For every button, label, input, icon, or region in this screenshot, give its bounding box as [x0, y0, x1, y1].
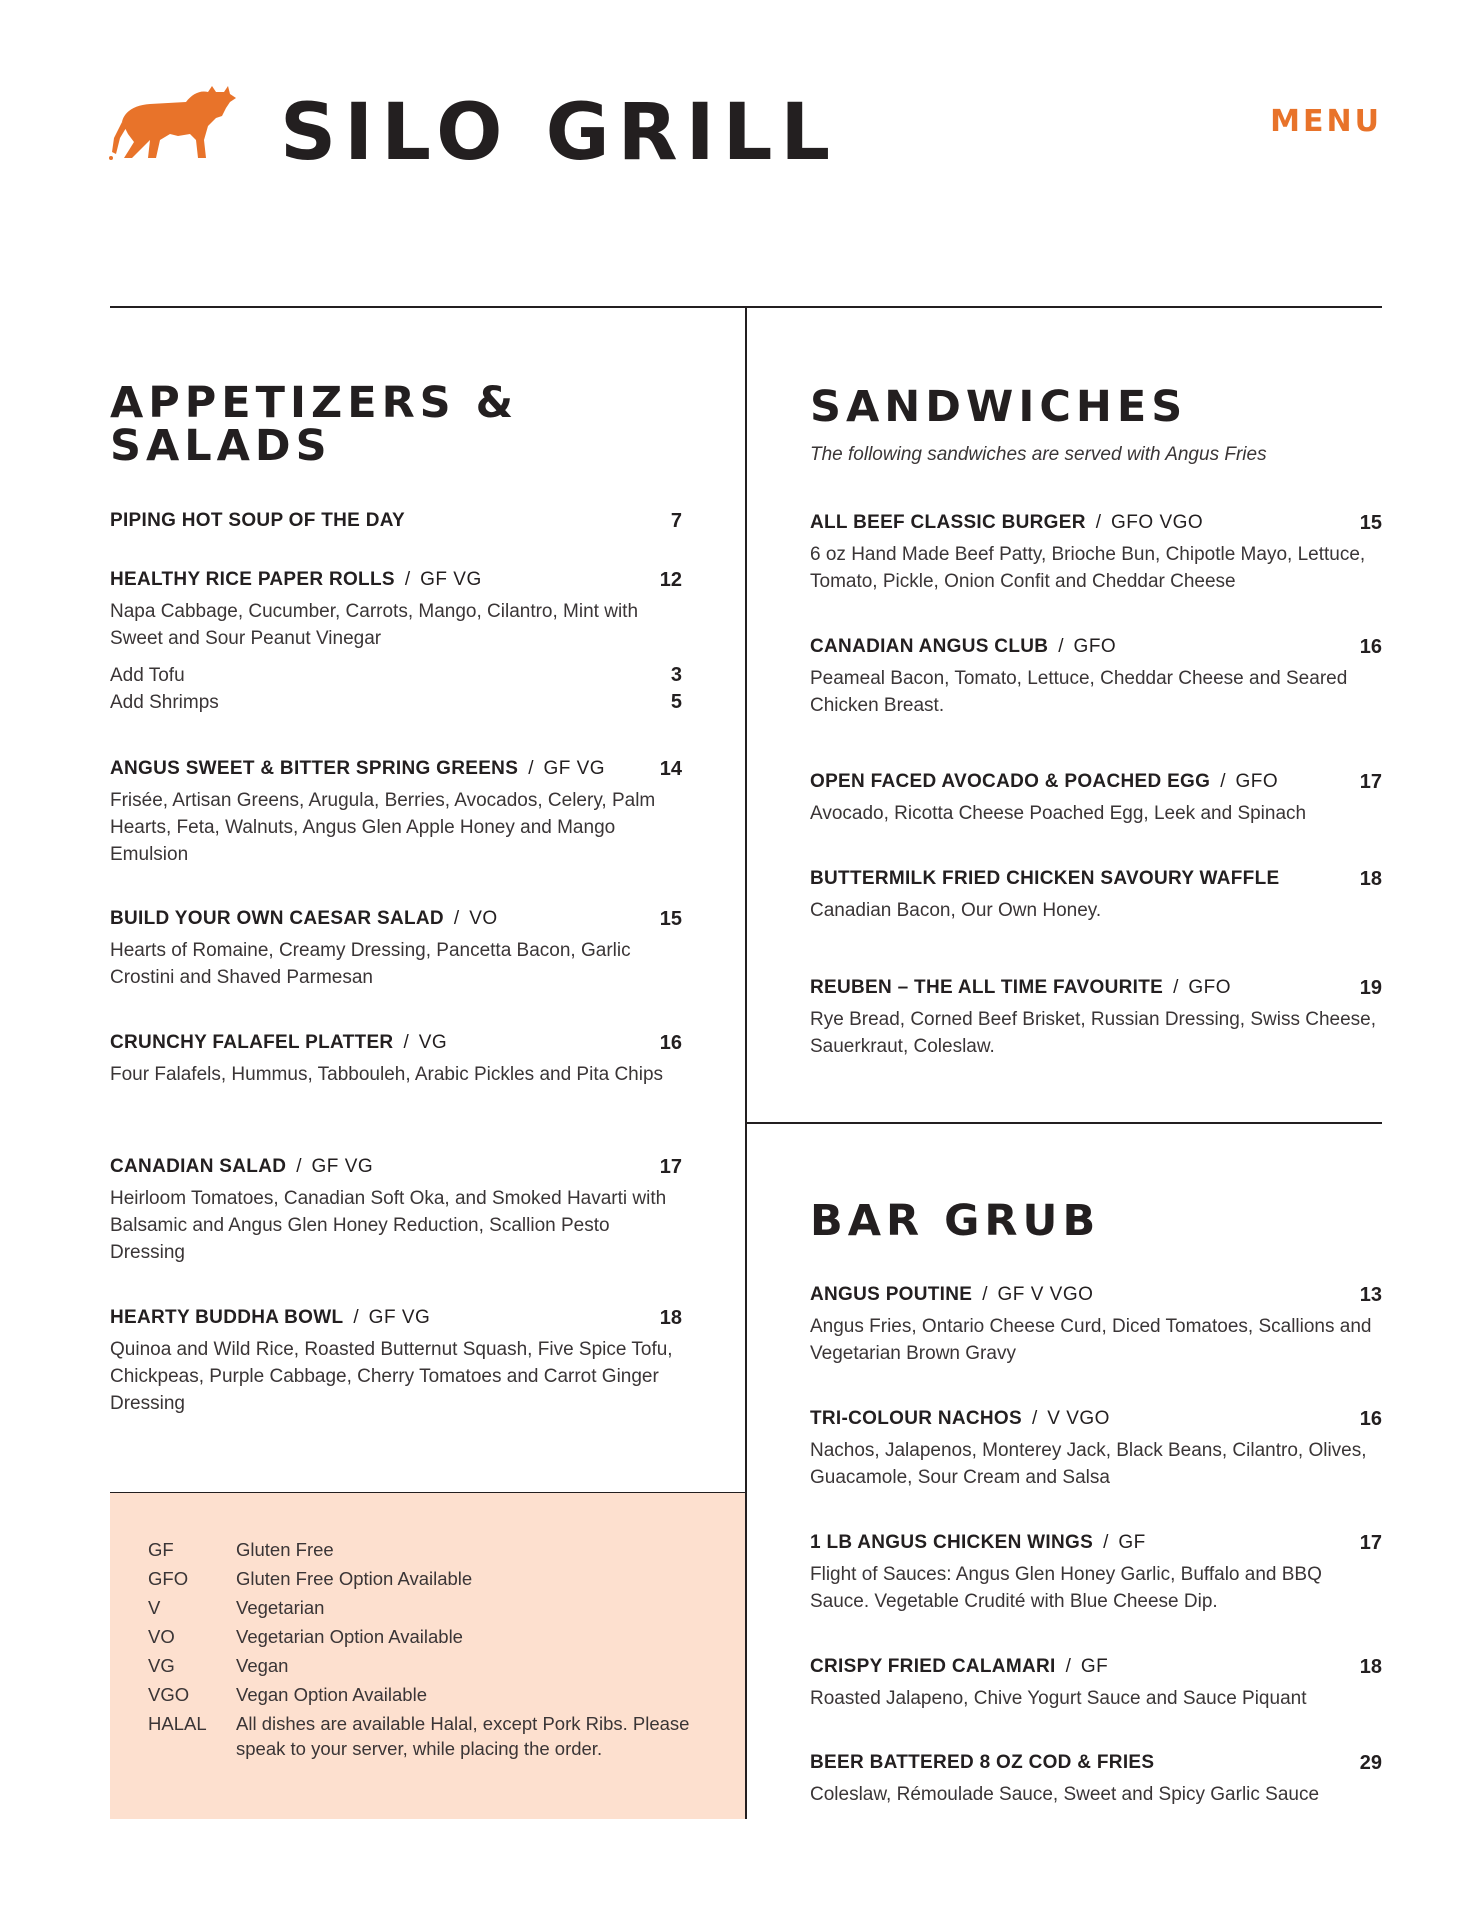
- legend-text: Vegan Option Available: [236, 1684, 427, 1705]
- item-price: 17: [1359, 1532, 1382, 1554]
- item-price: 15: [1359, 512, 1382, 534]
- menu-item: REUBEN – THE ALL TIME FAVOURITE / GFO 19 Rye Bread, Corned Beef Brisket, Russian Dressing, Swiss Cheese, Sauerkraut, Coleslaw.: [810, 975, 1382, 1060]
- item-name: HEARTY BUDDHA BOWL: [110, 1307, 344, 1328]
- item-tags: GF VG: [543, 758, 606, 779]
- legend-row: [148, 1653, 716, 1678]
- menu-item: ANGUS SWEET & BITTER SPRING GREENS / GF VG 14 Frisée, Artisan Greens, Arugula, Berries, Avocados, Celery, Palm Hearts, Feta, Walnuts, Angus Glen Apple Honey and Mango Emulsion: [110, 756, 682, 868]
- menu-item: ANGUS POUTINE / GF V VGO 13 Angus Fries, Ontario Cheese Curd, Diced Tomatoes, Scallions and Vegetarian Brown Gravy: [810, 1282, 1382, 1367]
- menu-item: 1 LB ANGUS CHICKEN WINGS / GF 17 Flight of Sauces: Angus Glen Honey Garlic, Buffalo and BBQ Sauce. Vegetable Crudité with Blue Cheese Dip.: [810, 1530, 1382, 1615]
- item-tags: GFO: [1235, 771, 1279, 792]
- legend-row: [148, 1682, 716, 1707]
- menu-item: HEALTHY RICE PAPER ROLLS / GF VG 12 Napa Cabbage, Cucumber, Carrots, Mango, Cilantro, Mint with Sweet and Sour Peanut Vinegar Add Tofu 3 Add Shrimps 5: [110, 567, 682, 716]
- item-description: Roasted Jalapeno, Chive Yogurt Sauce and Sauce Piquant: [810, 1688, 1307, 1709]
- item-tags: VO: [469, 908, 498, 929]
- item-name: BEER BATTERED 8 OZ COD & FRIES: [810, 1752, 1155, 1773]
- item-description: Angus Fries, Ontario Cheese Curd, Diced Tomatoes, Scallions and Vegetarian Brown Gravy: [810, 1316, 1372, 1364]
- menu-label: MENU: [1270, 104, 1382, 139]
- item-tags: GF: [1118, 1532, 1146, 1553]
- item-name: ALL BEEF CLASSIC BURGER: [810, 512, 1086, 533]
- item-price: 17: [659, 1156, 682, 1178]
- item-tags: GF VG: [368, 1307, 431, 1328]
- item-price: 18: [1359, 868, 1382, 890]
- item-name: ANGUS POUTINE: [810, 1284, 973, 1305]
- item-description: Avocado, Ricotta Cheese Poached Egg, Leek and Spinach: [810, 803, 1307, 824]
- legend-row: [148, 1566, 716, 1591]
- item-price: 17: [1359, 771, 1382, 793]
- item-name: PIPING HOT SOUP OF THE DAY: [110, 510, 405, 531]
- legend-text: Gluten Free Option Available: [236, 1568, 473, 1589]
- item-description: Hearts of Romaine, Creamy Dressing, Pancetta Bacon, Garlic Crostini and Shaved Parmesan: [110, 940, 631, 988]
- menu-item: [810, 1750, 1382, 1808]
- item-name: CRUNCHY FALAFEL PLATTER: [110, 1032, 394, 1053]
- item-name: CRISPY FRIED CALAMARI: [810, 1656, 1056, 1677]
- divider-vertical: [745, 306, 747, 1819]
- menu-item: ALL BEEF CLASSIC BURGER / GFO VGO 15 6 oz Hand Made Beef Patty, Brioche Bun, Chipotle Mayo, Lettuce, Tomato, Pickle, Onion Confit and Cheddar Cheese: [810, 510, 1382, 595]
- item-name: CANADIAN SALAD: [110, 1156, 287, 1177]
- addon-price: 3: [670, 664, 682, 686]
- sandwiches-subtitle: The following sandwiches are served with Angus Fries: [810, 444, 1267, 465]
- item-name: CANADIAN ANGUS CLUB: [810, 636, 1049, 657]
- legend-code: VGO: [148, 1684, 190, 1705]
- legend-row: [148, 1624, 716, 1649]
- menu-item: CRISPY FRIED CALAMARI / GF 18 Roasted Jalapeno, Chive Yogurt Sauce and Sauce Piquant: [810, 1654, 1382, 1712]
- bull-icon: [108, 78, 243, 163]
- addon-row: [110, 689, 682, 716]
- legend-row: [148, 1711, 716, 1761]
- item-name: 1 LB ANGUS CHICKEN WINGS: [810, 1532, 1094, 1553]
- item-tags: V VGO: [1047, 1408, 1110, 1429]
- item-price: 15: [659, 908, 682, 930]
- item-price: 7: [670, 510, 682, 532]
- legend-text: Vegan: [236, 1655, 289, 1676]
- item-tags: GF V VGO: [997, 1284, 1094, 1305]
- item-name: REUBEN – THE ALL TIME FAVOURITE: [810, 977, 1164, 998]
- item-name: OPEN FACED AVOCADO & POACHED EGG: [810, 771, 1211, 792]
- item-price: 16: [659, 1032, 682, 1054]
- item-description: Canadian Bacon, Our Own Honey.: [810, 900, 1102, 921]
- addon-label: Add Shrimps: [110, 692, 219, 713]
- item-description: Four Falafels, Hummus, Tabbouleh, Arabic Pickles and Pita Chips: [110, 1064, 664, 1085]
- legend-code: V: [148, 1597, 161, 1618]
- section-title-sandwiches: SANDWICHES: [810, 382, 1188, 432]
- legend-row: [148, 1537, 716, 1562]
- item-price: 18: [659, 1307, 682, 1329]
- addon-price: 5: [670, 691, 682, 713]
- menu-item: [810, 866, 1382, 924]
- brand-name: SILO GRILL: [280, 88, 839, 178]
- menu-item: CANADIAN SALAD / GF VG 17 Heirloom Tomatoes, Canadian Soft Oka, and Smoked Havarti with Balsamic and Angus Glen Honey Reduction, Scallion Pesto Dressing: [110, 1154, 682, 1266]
- addon-row: [110, 662, 682, 689]
- item-description: Quinoa and Wild Rice, Roasted Butternut Squash, Five Spice Tofu, Chickpeas, Purple Cabbage, Cherry Tomatoes and Carrot Ginger Dressing: [110, 1339, 673, 1414]
- legend-code: GF: [148, 1539, 174, 1560]
- item-price: 29: [1359, 1752, 1382, 1774]
- item-name: ANGUS SWEET & BITTER SPRING GREENS: [110, 758, 519, 779]
- legend-row: [148, 1595, 716, 1620]
- legend-text: Vegetarian: [236, 1597, 325, 1618]
- legend-code: VG: [148, 1655, 175, 1676]
- menu-item: CANADIAN ANGUS CLUB / GFO 16 Peameal Bacon, Tomato, Lettuce, Cheddar Cheese and Seared Chicken Breast.: [810, 634, 1382, 719]
- item-price: 16: [1359, 1408, 1382, 1430]
- addon-label: Add Tofu: [110, 665, 185, 686]
- dietary-legend: [110, 1493, 745, 1819]
- item-tags: GFO: [1073, 636, 1117, 657]
- legend-text: Gluten Free: [236, 1539, 334, 1560]
- item-description: Coleslaw, Rémoulade Sauce, Sweet and Spicy Garlic Sauce: [810, 1784, 1320, 1805]
- section-title-bar-grub: BAR GRUB: [810, 1196, 1101, 1246]
- menu-item: BUILD YOUR OWN CAESAR SALAD / VO 15 Hearts of Romaine, Creamy Dressing, Pancetta Bacon, Garlic Crostini and Shaved Parmesan: [110, 906, 682, 991]
- item-price: 13: [1359, 1284, 1382, 1306]
- item-price: 16: [1359, 636, 1382, 658]
- menu-item: HEARTY BUDDHA BOWL / GF VG 18 Quinoa and Wild Rice, Roasted Butternut Squash, Five Spice Tofu, Chickpeas, Purple Cabbage, Cherry Tomatoes and Carrot Ginger Dressing: [110, 1305, 682, 1417]
- legend-code: GFO: [148, 1568, 189, 1589]
- item-description: 6 oz Hand Made Beef Patty, Brioche Bun, Chipotle Mayo, Lettuce, Tomato, Pickle, Onion Confit and Cheddar Cheese: [810, 544, 1366, 592]
- item-description: Rye Bread, Corned Beef Brisket, Russian Dressing, Swiss Cheese, Sauerkraut, Coleslaw.: [810, 1009, 1377, 1057]
- item-price: 19: [1359, 977, 1382, 999]
- item-name: BUTTERMILK FRIED CHICKEN SAVOURY WAFFLE: [810, 868, 1280, 889]
- item-tags: GF: [1080, 1656, 1109, 1677]
- item-price: 14: [659, 758, 682, 780]
- menu-item: TRI-COLOUR NACHOS / V VGO 16 Nachos, Jalapenos, Monterey Jack, Black Beans, Cilantro, Olives, Guacamole, Sour Cream and Salsa: [810, 1406, 1382, 1491]
- item-name: HEALTHY RICE PAPER ROLLS: [110, 569, 395, 590]
- item-description: Heirloom Tomatoes, Canadian Soft Oka, and Smoked Havarti with Balsamic and Angus Glen Honey Reduction, Scallion Pesto Dressing: [110, 1188, 667, 1263]
- item-tags: GF VG: [311, 1156, 374, 1177]
- menu-item: OPEN FACED AVOCADO & POACHED EGG / GFO 17 Avocado, Ricotta Cheese Poached Egg, Leek and Spinach: [810, 769, 1382, 827]
- item-description: Frisée, Artisan Greens, Arugula, Berries, Avocados, Celery, Palm Hearts, Feta, Walnuts, Angus Glen Apple Honey and Mango Emulsion: [110, 790, 656, 865]
- item-name: BUILD YOUR OWN CAESAR SALAD: [110, 908, 444, 929]
- item-description: Nachos, Jalapenos, Monterey Jack, Black Beans, Cilantro, Olives, Guacamole, Sour Cream and Salsa: [810, 1440, 1367, 1488]
- item-name: TRI-COLOUR NACHOS: [810, 1408, 1022, 1429]
- item-description: Napa Cabbage, Cucumber, Carrots, Mango, Cilantro, Mint with Sweet and Sour Peanut Vinegar: [110, 601, 639, 649]
- item-price: 18: [1359, 1656, 1382, 1678]
- section-title-appetizers: APPETIZERS & SALADS: [110, 378, 519, 471]
- item-tags: GFO VGO: [1111, 512, 1204, 533]
- item-price: 12: [659, 569, 682, 591]
- item-tags: VG: [418, 1032, 448, 1053]
- item-description: Flight of Sauces: Angus Glen Honey Garlic, Buffalo and BBQ Sauce. Vegetable Crudité with Blue Cheese Dip.: [810, 1564, 1322, 1612]
- menu-item: [110, 508, 682, 534]
- legend-code: HALAL: [148, 1713, 207, 1734]
- legend-text: Vegetarian Option Available: [236, 1626, 463, 1647]
- menu-item: CRUNCHY FALAFEL PLATTER / VG 16 Four Falafels, Hummus, Tabbouleh, Arabic Pickles and Pita Chips: [110, 1030, 682, 1088]
- item-description: Peameal Bacon, Tomato, Lettuce, Cheddar Cheese and Seared Chicken Breast.: [810, 668, 1348, 716]
- item-tags: GF VG: [420, 569, 482, 590]
- legend-code: VO: [148, 1626, 175, 1647]
- legend-text: All dishes are available Halal, except Pork Ribs. Please speak to your server, while placing the order.: [236, 1713, 690, 1759]
- item-tags: GFO: [1188, 977, 1232, 998]
- divider-right-middle: [746, 1122, 1382, 1124]
